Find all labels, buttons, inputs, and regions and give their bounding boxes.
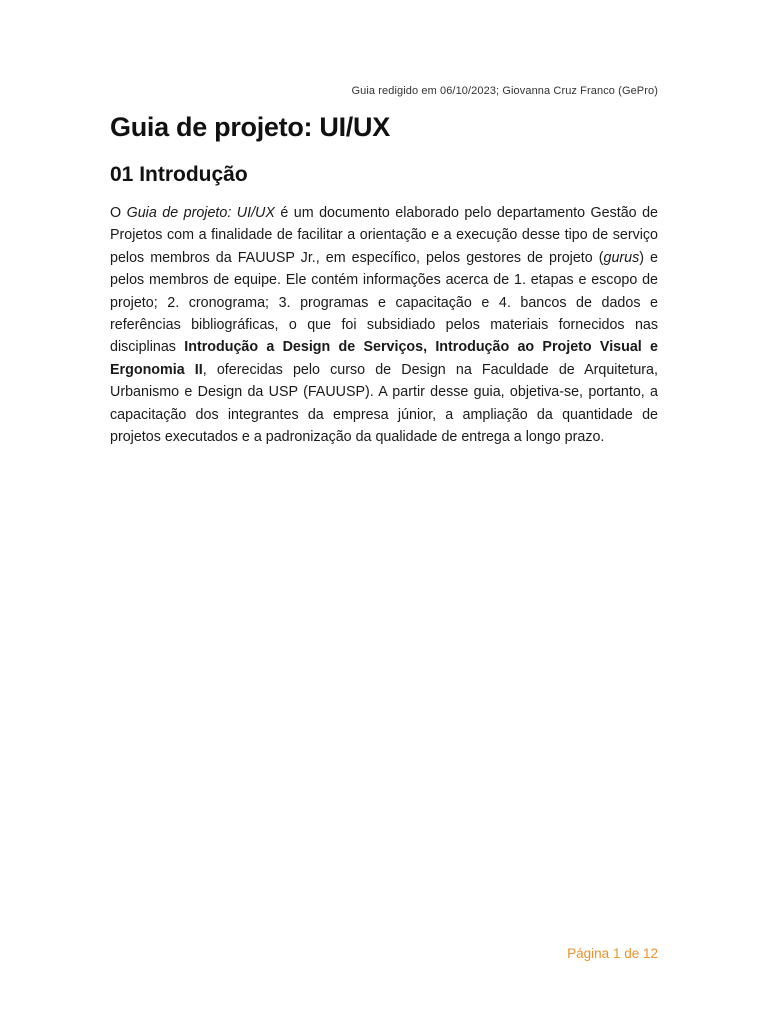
paragraph-course-names: Introdução a Design de Serviços, Introdução ao Projeto Visual e Ergonomia II [110,339,658,378]
paragraph-text: é um documento elaborado pelo departamento Gestão de Projetos com a finalidade de facilitar a orientação e a execução desse tipo de serviço pelos membros da FAUUSP Jr., em específico, pelos gestores de projeto ( [110,205,658,266]
header-note: Guia redigido em 06/10/2023; Giovanna Cruz Franco (GePro) [351,85,658,97]
paragraph-text: , oferecidas pelo curso de Design na Faculdade de Arquitetura, Urbanismo e Design da USP (FAUUSP). A partir desse guia, objetiva-se, portanto, a capacitação dos integrantes da empresa júnior, a ampliação da quantidade de projetos executados e a padronização da qualidade de entrega a longo prazo. [110,361,658,446]
document-title: Guia de projeto: UI/UX [110,112,390,142]
paragraph-text: O [110,205,127,221]
paragraph-text: ) e pelos membros de equipe. Ele contém informações acerca de 1. etapas e escopo de projeto; 2. cronograma; 3. programas e capacitação e 4. bancos de dados e referências bibliográficas, o que foi subsidiado pelos materiais fornecidos nas disciplinas [110,249,658,356]
paragraph-guide-title: Guia de projeto: UI/UX [126,205,275,221]
section-heading: 01 Introdução [110,163,248,186]
intro-paragraph [110,202,658,448]
page-number: Página 1 de 12 [567,946,658,961]
paragraph-gurus-term: gurus [603,249,640,266]
